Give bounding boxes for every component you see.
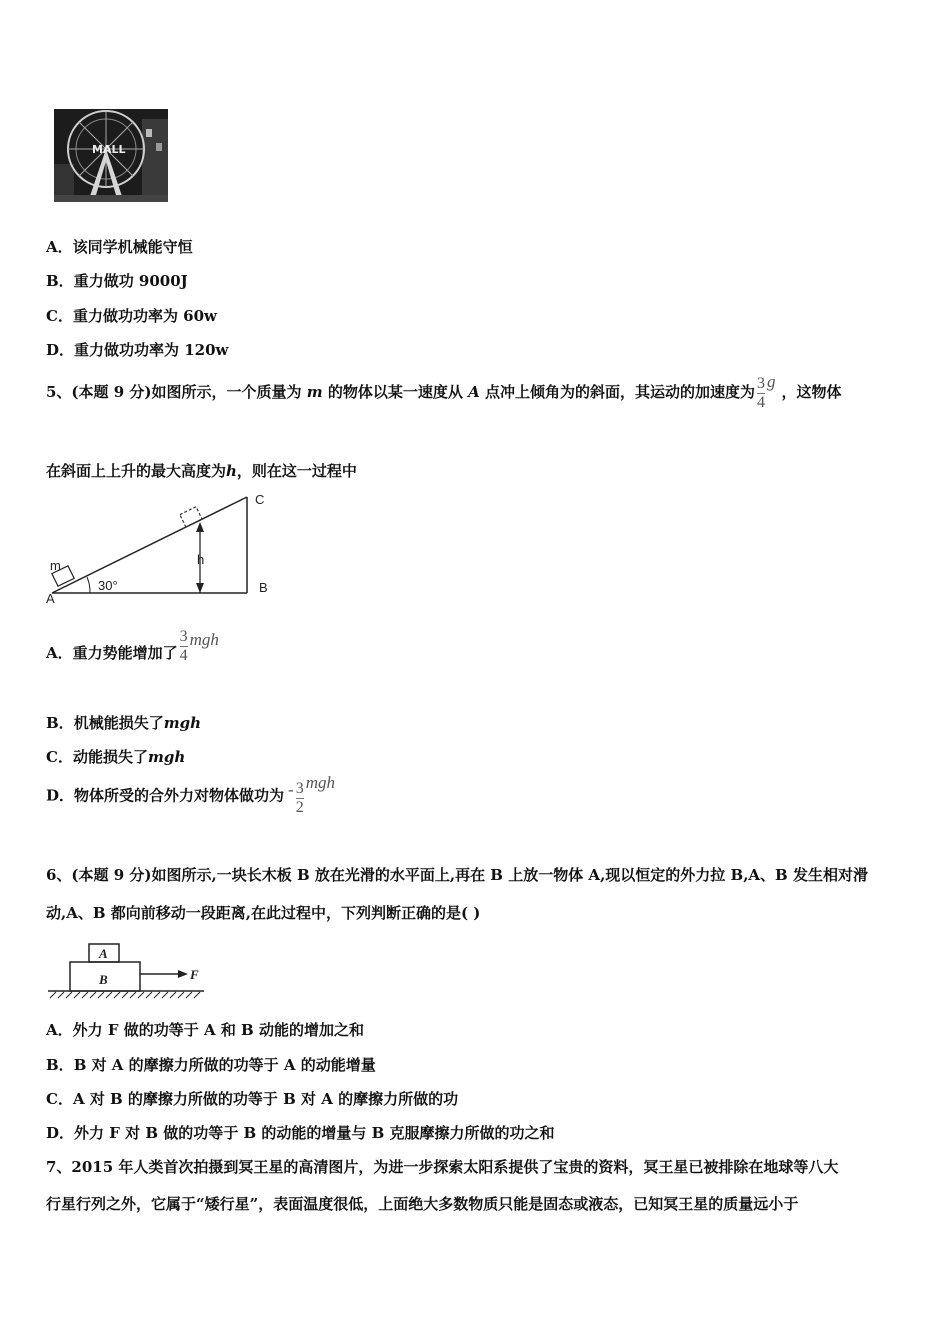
option-text: A 对 B 的摩擦力所做的功等于 B 对 A 的摩擦力所做的功 [72, 1090, 459, 1108]
option-text: 该同学机械能守恒 [72, 238, 193, 256]
q5-mass-symbol: m [306, 383, 323, 401]
option-text: 重力势能增加了 [72, 644, 178, 662]
q5-option-d [46, 772, 335, 816]
label-a: A [46, 591, 55, 606]
q4-option-a [46, 236, 193, 257]
q4-option-b [46, 270, 188, 291]
option-text: 外力 F 做的功等于 A 和 B 动能的增加之和 [72, 1021, 364, 1039]
option-letter: C． [46, 307, 73, 325]
option-text: 重力做功 9000J [73, 272, 188, 290]
fraction-denominator: 2 [295, 799, 304, 816]
q5-stem-text: 的物体以某一速度从 [327, 383, 463, 401]
q6-option-b [46, 1054, 376, 1075]
q6-option-c [46, 1088, 458, 1109]
option-letter: C． [46, 748, 73, 766]
q5-opt-c-mgh: mgh [147, 748, 186, 766]
q5-acc-g: g [767, 372, 776, 391]
q6-option-a [46, 1019, 364, 1040]
q5-acc-fraction [757, 375, 765, 412]
q5-incline-figure [44, 488, 280, 610]
q6-stem-line1: 6、(本题 9 分)如图所示,一块长木板 B 放在光滑的水平面上,再在 B 上放一物体 A,现以恒定的外力拉 B,A、B 发生相对滑 [46, 866, 868, 884]
q6-block-figure [44, 938, 210, 1006]
option-letter: C． [46, 1090, 73, 1108]
option-letter: D． [46, 786, 75, 805]
option-letter: A． [46, 644, 73, 662]
q5-stem-line1 [46, 372, 842, 412]
q5-height-symbol: h [226, 462, 237, 480]
q5-option-b [46, 712, 201, 733]
q5-point-a: A [468, 383, 480, 401]
label-m: m [50, 558, 61, 573]
label-block-b: B [99, 972, 108, 987]
q5-stem-line2 [46, 460, 357, 481]
label-force-f: F [190, 967, 199, 982]
q5-stem-text: ，这物体 [781, 383, 842, 401]
q4-option-d [46, 339, 228, 360]
option-letter: B． [46, 714, 74, 732]
option-letter: A． [46, 1021, 73, 1039]
q5-stem-text: ，则在这一过程中 [236, 462, 357, 480]
fraction-denominator: 4 [179, 647, 188, 664]
label-b: B [259, 580, 268, 595]
q5-stem-text: 在斜面上上升的最大高度为 [46, 462, 227, 480]
fraction-numerator: 3 [179, 628, 188, 645]
option-letter: B． [46, 1056, 74, 1074]
option-text: B 对 A 的摩擦力所做的功等于 A 的动能增量 [73, 1056, 376, 1074]
q6-stem-line2: 动,A、B 都向前移动一段距离,在此过程中，下列判断正确的是( ) [46, 904, 481, 922]
q5-option-c [46, 746, 185, 767]
q5-opt-a-fraction [180, 628, 188, 665]
label-angle: 30° [98, 578, 118, 593]
fraction-denominator: 4 [757, 393, 766, 411]
option-letter: B． [46, 272, 74, 290]
option-text: 物体所受的合外力对物体做功为 [74, 786, 285, 805]
mall-sign: MALL [92, 143, 126, 156]
q5-opt-a-mgh: mgh [189, 630, 219, 649]
option-text: 重力做功功率为 60w [72, 307, 217, 325]
option-text: 重力做功功率为 120w [74, 341, 229, 359]
label-h: h [197, 552, 205, 567]
option-text: 动能损失了 [72, 748, 148, 766]
q5-stem-text: 如图所示，一个质量为 [151, 383, 302, 401]
option-letter: D． [46, 1124, 75, 1142]
q6-option-d [46, 1122, 554, 1143]
option-letter: D． [46, 341, 75, 359]
fraction-numerator: 3 [295, 780, 304, 797]
option-letter: A． [46, 238, 73, 256]
q5-opt-d-fraction [296, 780, 304, 817]
label-block-a: A [99, 946, 108, 961]
q5-header: 5、(本题 9 分) [46, 383, 152, 401]
q5-opt-b-mgh: mgh [163, 714, 201, 732]
q5-opt-d-sign: - [288, 779, 294, 799]
ferris-wheel-photo [54, 109, 168, 202]
q5-opt-d-mgh: mgh [305, 772, 335, 792]
q5-stem-text: 点冲上倾角为的斜面，其运动的加速度为 [485, 383, 756, 401]
q7-stem-line1: 7、2015 年人类首次拍摄到冥王星的高清图片，为进一步探索太阳系提供了宝贵的资料，冥王星已被排除在地球等八大 [46, 1158, 839, 1176]
ferris-wheel-image [54, 109, 168, 202]
option-text: 外力 F 对 B 做的功等于 B 的动能的增量与 B 克服摩擦力所做的功之和 [74, 1124, 555, 1142]
fraction-numerator: 3 [757, 374, 766, 392]
q4-option-c [46, 305, 217, 326]
option-text: 机械能损失了 [73, 714, 164, 732]
label-c: C [255, 492, 265, 507]
q5-option-a [46, 626, 219, 663]
q7-stem-line2: 行星行列之外，它属于“矮行星”，表面温度很低，上面绝大多数物质只能是固态或液态，已知冥王星的质量远小于 [46, 1195, 799, 1213]
